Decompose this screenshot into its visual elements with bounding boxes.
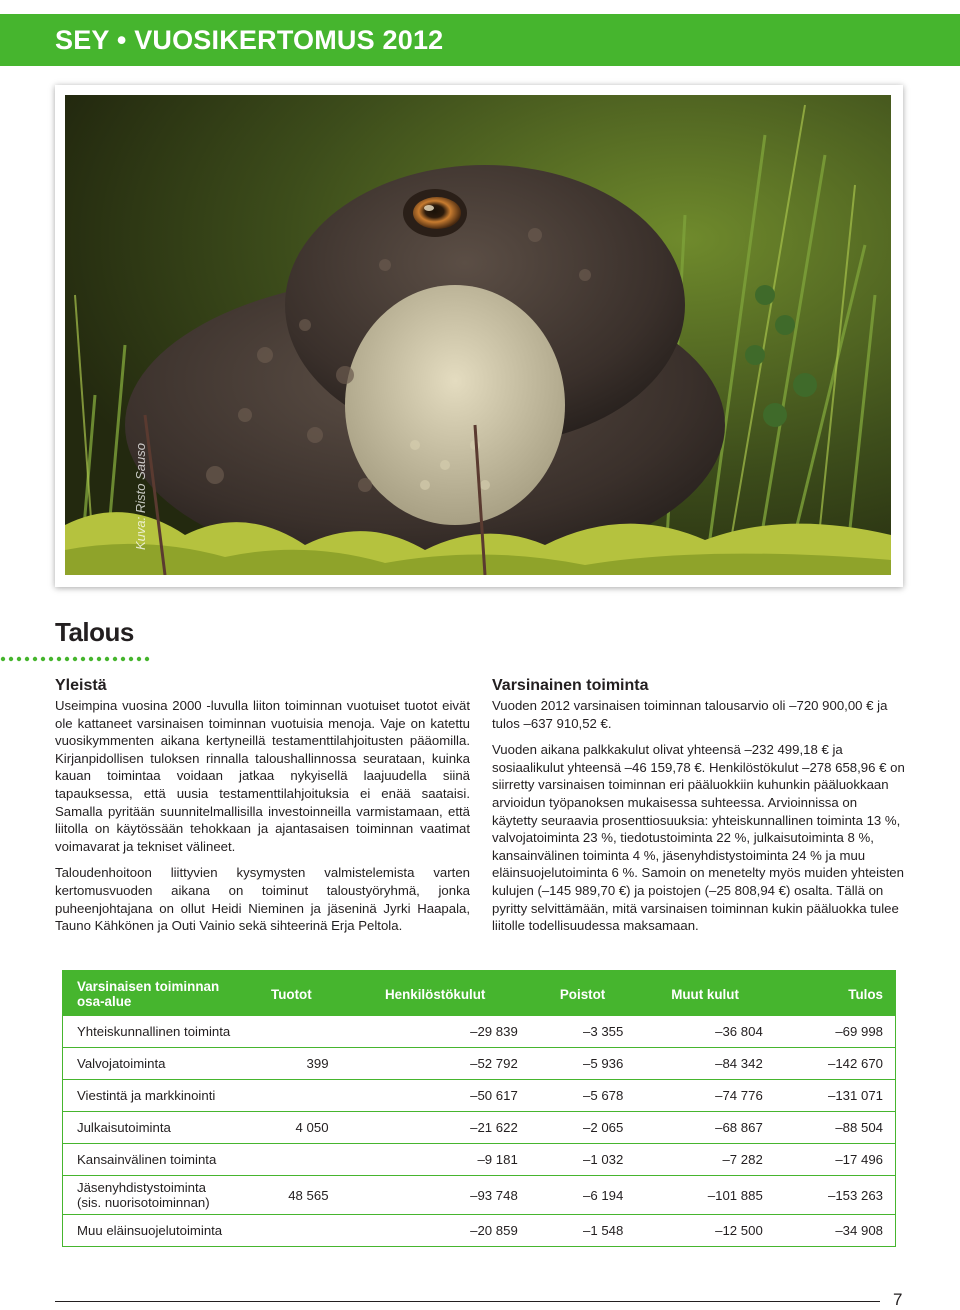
table-cell: –5 936 [530,1048,636,1080]
table-cell [242,1080,340,1112]
toad-illustration [65,95,891,575]
table-row [63,1176,895,1215]
column-header: Muut kulut [635,973,774,1016]
footer-rule [55,1301,880,1302]
toad-photo [65,95,891,575]
table-cell: –1 032 [530,1144,636,1176]
table-cell: –142 670 [775,1048,895,1080]
table-cell: –52 792 [341,1048,530,1080]
header-band [0,14,960,66]
table-cell: –21 622 [341,1112,530,1144]
table-cell: –1 548 [530,1215,636,1247]
table-cell: –17 496 [775,1144,895,1176]
paragraph: Useimpina vuosina 2000 -luvulla liiton toiminnan vuotuiset tuotot eivät ole kattaneet varsinaisen toiminnan vuotuisia menoja. Vaje on katettu vuosikymmenten aikana kertyneillä testamenttilahjoitusten pääomilla. Kirjanpidollisen tuloksen rinnalla taloushallinnossa seurataan, kuinka kauan toimintaa voidaan jatkaa nykyisellä laajuudella siinä tapauksessa, että uusia testamenttilahjoituksia ei enää saataisi. Samalla pyritään suunnitelmallisilla investoinneilla varmistamaan, että liitolla on käytössään tehokkaan ja ajantasaisen toiminnan vaatimat voimavarat ja tekniset välineet. [55,698,470,854]
table-row [63,1215,895,1247]
paragraph: Vuoden aikana palkkakulut olivat yhteensä –232 499,18 € ja sosiaalikulut yhteensä –46 159,78 €. Henkilöstökulut –278 658,96 € on siirretty varsinaisen toiminnan eri pääluokkiin kuhunkin pääluokkaan arvioidun työpanoksen mukaisessa suhteessa. Arvioinnissa on käytetty seuraavia prosenttiosuuksia: yhteiskunnallinen toiminta 13 %, valvojatoiminta 23 %, tiedotustoiminta 22 %, julkaisutoiminta 8 %, kansainvälinen toiminta 4 %, jäsenyhdistystoiminta 24 % ja muu eläinsuojelutoiminta 6 %. Samoin on menetelty myös muiden yhteisten kulujen (–145 989,70 €) ja poistojen (–25 808,94 €) osalta. Tällä on pyritty selvittämään, mitä varsinaisen toiminnan kukin pääluokka tulee liitolle todellisuudessa maksamaan. [492,742,905,934]
column-header: Poistot [530,973,636,1016]
table-cell: Yhteiskunnallinen toiminta [63,1016,242,1048]
table-cell: –93 748 [341,1176,530,1215]
table-cell: 4 050 [242,1112,340,1144]
table-cell: Valvojatoiminta [63,1048,242,1080]
table-cell: –6 194 [530,1176,636,1215]
table-cell: –29 839 [341,1016,530,1048]
table-cell: –3 355 [530,1016,636,1048]
table-row [63,1080,895,1112]
table-cell: 399 [242,1048,340,1080]
table-cell: –84 342 [635,1048,774,1080]
table-row [63,1016,895,1048]
table-cell: Julkaisutoiminta [63,1112,242,1144]
table-cell [242,1215,340,1247]
table-cell: –20 859 [341,1215,530,1247]
table-cell: Kansainvälinen toiminta [63,1144,242,1176]
table-header-row [63,973,895,1016]
table-cell: –5 678 [530,1080,636,1112]
column-header: Henkilöstökulut [341,973,530,1016]
column-header: Varsinaisen toiminnan osa-alue [63,973,242,1016]
table-cell: –9 181 [341,1144,530,1176]
table-cell [242,1016,340,1048]
photo-frame [55,85,903,587]
heading-varsinainen-toiminta: Varsinainen toiminta [492,677,649,694]
table-cell: –2 065 [530,1112,636,1144]
table-cell: –74 776 [635,1080,774,1112]
paragraph: Vuoden 2012 varsinaisen toiminnan talousarvio oli –720 900,00 € ja tulos –637 910,52 €. [492,698,888,731]
table-cell: Muu eläinsuojelutoiminta [63,1215,242,1247]
table-cell: –69 998 [775,1016,895,1048]
table-cell: 48 565 [242,1176,340,1215]
table-cell: –36 804 [635,1016,774,1048]
finance-table [62,970,896,1247]
table-cell: –153 263 [775,1176,895,1215]
page-number: 7 [893,1290,903,1309]
table-cell: –12 500 [635,1215,774,1247]
table-cell: –68 867 [635,1112,774,1144]
table-cell: –34 908 [775,1215,895,1247]
report-title: SEY • VUOSIKERTOMUS 2012 [55,25,444,55]
column-header: Tuotot [242,973,340,1016]
table-row [63,1048,895,1080]
table-cell: –50 617 [341,1080,530,1112]
table-cell [242,1144,340,1176]
table-cell: Viestintä ja markkinointi [63,1080,242,1112]
table-row [63,1112,895,1144]
right-column [492,676,906,944]
dotted-rule [0,656,150,662]
table-cell: –101 885 [635,1176,774,1215]
table-cell: –131 071 [775,1080,895,1112]
photo-credit: Kuva: Risto Sauso [133,443,148,550]
heading-yleista: Yleistä [55,677,107,694]
table-cell: –7 282 [635,1144,774,1176]
left-column [55,676,470,944]
paragraph: Taloudenhoitoon liittyvien kysymysten valmistelemista varten kertomusvuoden aikana on toiminut taloustyöryhmä, jonka puheenjohtajana on ollut Heidi Nieminen ja jäseninä Jyrki Haapala, Tauno Kähkönen ja Outi Vainio sekä sihteerinä Erja Peltola. [55,865,470,934]
section-title: Talous [55,617,134,647]
column-header: Tulos [775,973,895,1016]
table-cell: Jäsenyhdistystoiminta (sis. nuorisotoiminnan) [63,1176,242,1215]
table-row [63,1144,895,1176]
table-cell: –88 504 [775,1112,895,1144]
